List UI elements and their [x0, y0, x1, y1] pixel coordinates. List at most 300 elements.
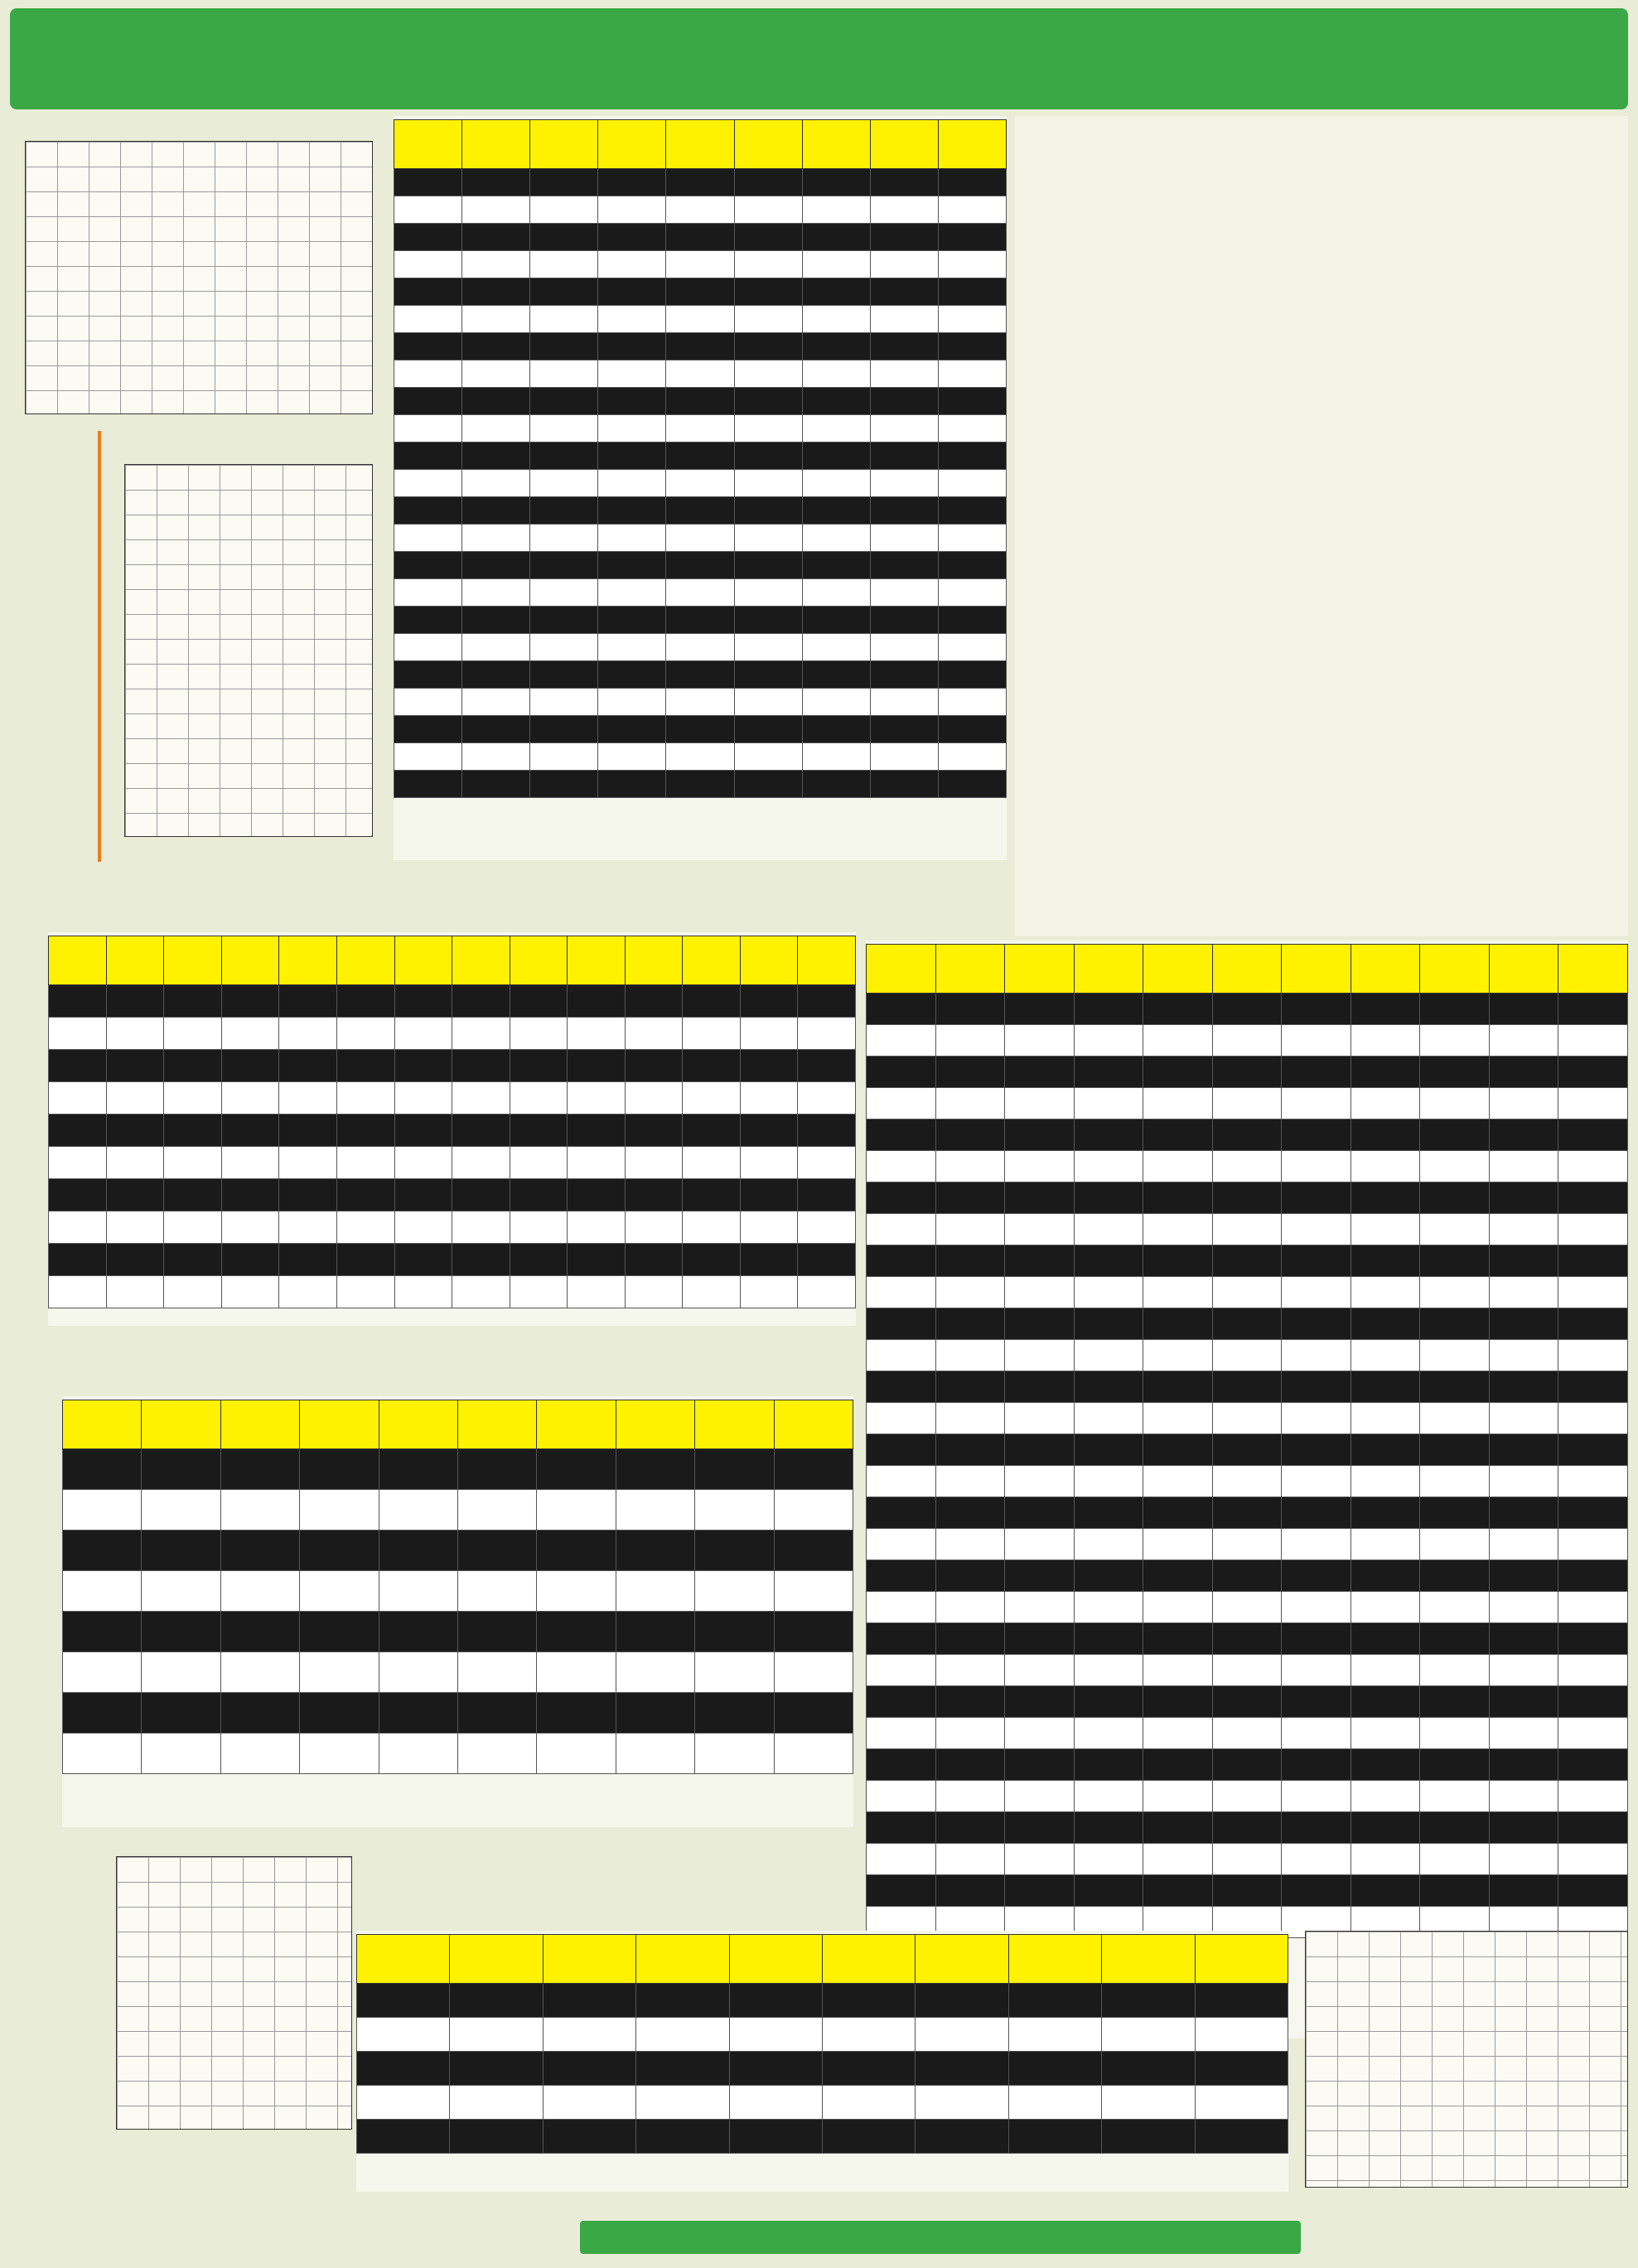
table4-cell	[142, 1571, 220, 1612]
table5-cell	[1212, 1686, 1282, 1718]
table3-cell	[1102, 1984, 1195, 2018]
table5-cell	[1143, 994, 1213, 1025]
table4-cell	[142, 1531, 220, 1571]
table5-cell	[1005, 1308, 1075, 1340]
table5-cell	[1489, 1718, 1558, 1749]
table5-row	[867, 1749, 1628, 1781]
table3-header-cell	[1102, 1935, 1195, 1984]
table3-cell	[1102, 2018, 1195, 2052]
table5-cell	[1282, 1277, 1351, 1308]
table1-row	[394, 497, 1007, 525]
table2-cell	[452, 1147, 510, 1179]
table5-row	[867, 1560, 1628, 1592]
table5-cell	[1489, 1277, 1558, 1308]
table2-cell	[106, 1115, 164, 1147]
table4-cell	[616, 1449, 694, 1490]
table2-cell	[221, 1050, 279, 1082]
table5-cell	[1282, 1497, 1351, 1529]
table2-cell	[798, 1244, 856, 1276]
table1-cell	[734, 333, 802, 360]
table1-cell	[802, 470, 870, 497]
table1-cell	[666, 552, 734, 579]
table2-cell	[49, 1276, 107, 1308]
table2-header-cell	[394, 936, 452, 985]
table3-row	[357, 2086, 1288, 2120]
table1-cell	[530, 716, 598, 743]
table5-cell	[1351, 1214, 1420, 1245]
table1-cell	[734, 224, 802, 251]
table1-cell	[598, 306, 666, 333]
table5-cell	[1074, 1718, 1143, 1749]
table4-header-cell	[300, 1400, 379, 1449]
table4-header-cell	[220, 1400, 299, 1449]
table1-cell	[734, 716, 802, 743]
table1-cell	[734, 634, 802, 661]
table5-cell	[1558, 1781, 1628, 1812]
table1-cell	[870, 224, 938, 251]
table5-cell	[1489, 1875, 1558, 1907]
table-2	[48, 932, 856, 1326]
table3-header-cell	[357, 1935, 450, 1984]
table1-cell	[938, 607, 1006, 634]
table1-cell	[870, 525, 938, 552]
table5-cell	[1351, 1025, 1420, 1057]
table1-cell	[530, 306, 598, 333]
table3-cell	[916, 2120, 1008, 2154]
table1-cell	[530, 415, 598, 442]
table5-cell	[1074, 1088, 1143, 1119]
table5-cell	[1489, 1686, 1558, 1718]
table3-cell	[450, 1984, 543, 2018]
table1-cell	[598, 196, 666, 224]
table1-cell	[598, 497, 666, 525]
table2-cell	[164, 1276, 222, 1308]
table2-cell	[625, 1211, 683, 1244]
table1-cell	[666, 169, 734, 196]
table1-cell	[394, 251, 462, 278]
table1-cell	[802, 497, 870, 525]
table5-cell	[1420, 1434, 1490, 1466]
table5-cell	[1282, 1529, 1351, 1560]
table1-row	[394, 306, 1007, 333]
table3-cell	[1008, 2086, 1101, 2120]
table3-cell	[636, 2052, 729, 2086]
table2-cell	[798, 1276, 856, 1308]
table1-header-cell	[938, 120, 1006, 169]
table1-cell	[462, 661, 530, 689]
table1-cell	[394, 771, 462, 798]
table5-cell	[1074, 1844, 1143, 1875]
table2-cell	[510, 1211, 568, 1244]
table2-cell	[221, 1018, 279, 1050]
table1-cell	[666, 442, 734, 470]
table5-header-cell	[1489, 945, 1558, 994]
table5-cell	[1143, 1875, 1213, 1907]
table5-cell	[1282, 1781, 1351, 1812]
table5-cell	[935, 1497, 1005, 1529]
table1-cell	[802, 716, 870, 743]
table5-cell	[935, 1844, 1005, 1875]
table4-cell	[616, 1693, 694, 1734]
table5-cell	[1282, 1875, 1351, 1907]
table2-cell	[740, 1018, 798, 1050]
table-3	[356, 1931, 1288, 2192]
table2-cell	[568, 1147, 626, 1179]
table5-cell	[1212, 1844, 1282, 1875]
table4-row	[63, 1449, 853, 1490]
table2-cell	[625, 1115, 683, 1147]
table1-cell	[938, 442, 1006, 470]
table5-row	[867, 1245, 1628, 1277]
table5-cell	[1558, 1844, 1628, 1875]
table2-cell	[740, 1244, 798, 1276]
table2-cell	[279, 1082, 337, 1115]
table5-cell	[1282, 1592, 1351, 1623]
table1-cell	[734, 771, 802, 798]
table2-cell	[164, 985, 222, 1018]
table4-cell	[220, 1734, 299, 1774]
table2-cell	[740, 1115, 798, 1147]
table5-row	[867, 1088, 1628, 1119]
table5-cell	[867, 1466, 936, 1497]
table4-cell	[774, 1490, 853, 1531]
table1-cell	[598, 525, 666, 552]
table5-cell	[1074, 1371, 1143, 1403]
table1-cell	[666, 388, 734, 415]
table4-cell	[379, 1693, 457, 1734]
table1-row	[394, 661, 1007, 689]
table2-header-cell	[625, 936, 683, 985]
table1-row	[394, 442, 1007, 470]
table3-cell	[729, 1984, 822, 2018]
table5-cell	[1143, 1214, 1213, 1245]
table3-row	[357, 2120, 1288, 2154]
table2-cell	[568, 985, 626, 1018]
table2-cell	[49, 1211, 107, 1244]
table3-cell	[916, 2086, 1008, 2120]
table4-row	[63, 1734, 853, 1774]
table1-cell	[530, 689, 598, 716]
table3-header-cell	[636, 1935, 729, 1984]
table2-cell	[106, 1244, 164, 1276]
table1-row	[394, 634, 1007, 661]
table5-cell	[1558, 1088, 1628, 1119]
table2-cell	[568, 1179, 626, 1211]
table5-cell	[1351, 1340, 1420, 1371]
table2-header-cell	[106, 936, 164, 985]
table2-header-cell	[164, 936, 222, 985]
notice-body	[1015, 116, 1628, 936]
ref-arrow-line	[98, 431, 101, 862]
table4-cell	[379, 1449, 457, 1490]
table5-cell	[1212, 1434, 1282, 1466]
table4-cell	[300, 1693, 379, 1734]
table5-row	[867, 1434, 1628, 1466]
table5-cell	[1558, 1025, 1628, 1057]
table1-cell	[802, 333, 870, 360]
table1-cell	[870, 169, 938, 196]
table2-cell	[568, 1211, 626, 1244]
table3-cell	[1008, 1984, 1101, 2018]
table5-cell	[1351, 1466, 1420, 1497]
table1-cell	[462, 607, 530, 634]
table2-cell	[683, 1082, 741, 1115]
table5-cell	[1351, 1182, 1420, 1214]
table1-cell	[802, 224, 870, 251]
table5-cell	[1212, 1623, 1282, 1655]
table5-cell	[1074, 1119, 1143, 1151]
table4-cell	[220, 1652, 299, 1693]
table5-cell	[1558, 1686, 1628, 1718]
table5-cell	[1351, 1497, 1420, 1529]
table1-cell	[870, 552, 938, 579]
table1-cell	[394, 196, 462, 224]
footer-credit	[580, 2221, 1301, 2254]
table5-cell	[1420, 1781, 1490, 1812]
table5-cell	[935, 1119, 1005, 1151]
table5-cell	[1143, 1466, 1213, 1497]
table2-cell	[221, 1115, 279, 1147]
table1-cell	[734, 415, 802, 442]
table4-cell	[63, 1531, 142, 1571]
table4-cell	[458, 1652, 537, 1693]
table2-cell	[798, 1115, 856, 1147]
table2-cell	[510, 1147, 568, 1179]
site-plan-map-3	[1305, 1931, 1628, 2188]
table1-cell	[870, 470, 938, 497]
table5-cell	[1558, 1655, 1628, 1686]
table5-cell	[867, 1088, 936, 1119]
table5-cell	[935, 1529, 1005, 1560]
table2-cell	[568, 1082, 626, 1115]
table2-cell	[49, 1179, 107, 1211]
table5-cell	[1558, 1466, 1628, 1497]
table4-cell	[695, 1449, 774, 1490]
table5-cell	[1005, 1529, 1075, 1560]
table3-cell	[823, 1984, 916, 2018]
table5-cell	[1420, 1497, 1490, 1529]
table1-cell	[394, 525, 462, 552]
table4-header-cell	[616, 1400, 694, 1449]
table1-row	[394, 333, 1007, 360]
table1-row	[394, 743, 1007, 771]
table1-row	[394, 360, 1007, 388]
table4-cell	[616, 1571, 694, 1612]
table4-cell	[300, 1652, 379, 1693]
table5-cell	[935, 1182, 1005, 1214]
table5-cell	[1420, 1655, 1490, 1686]
table2-cell	[336, 1082, 394, 1115]
table5-cell	[1420, 1718, 1490, 1749]
table5-cell	[935, 1560, 1005, 1592]
table3-cell	[543, 2120, 635, 2154]
table5-row	[867, 1844, 1628, 1875]
table3-cell	[357, 2018, 450, 2052]
table3-cell	[450, 2018, 543, 2052]
table5-cell	[1212, 1812, 1282, 1844]
table5-cell	[1351, 1560, 1420, 1592]
table2-cell	[740, 1082, 798, 1115]
table2-cell	[336, 1018, 394, 1050]
table5-cell	[1351, 1718, 1420, 1749]
table5-cell	[1282, 994, 1351, 1025]
table4-cell	[537, 1490, 616, 1531]
table4-cell	[616, 1734, 694, 1774]
table5-cell	[1489, 1371, 1558, 1403]
table5-cell	[1282, 1245, 1351, 1277]
table5-cell	[1074, 1875, 1143, 1907]
table1-cell	[802, 196, 870, 224]
table2-row	[49, 1179, 856, 1211]
table5-cell	[1143, 1182, 1213, 1214]
table1-cell	[598, 360, 666, 388]
table1-cell	[530, 470, 598, 497]
table3-cell	[823, 2086, 916, 2120]
table5-cell	[1420, 1214, 1490, 1245]
table5-cell	[1212, 1497, 1282, 1529]
table5-cell	[935, 1749, 1005, 1781]
table5-cell	[1420, 1466, 1490, 1497]
table5-cell	[935, 1466, 1005, 1497]
table3-cell	[1008, 2018, 1101, 2052]
table2-cell	[625, 1147, 683, 1179]
table4-cell	[695, 1652, 774, 1693]
table1-cell	[734, 470, 802, 497]
table3-cell	[543, 2018, 635, 2052]
table5-cell	[1489, 1529, 1558, 1560]
table2-cell	[625, 1244, 683, 1276]
table5-cell	[1143, 1308, 1213, 1340]
table5-cell	[1212, 1529, 1282, 1560]
table2-cell	[798, 1050, 856, 1082]
table1-cell	[802, 771, 870, 798]
table1-cell	[734, 525, 802, 552]
table3-header-cell	[543, 1935, 635, 1984]
table1-cell	[598, 607, 666, 634]
table2-cell	[221, 1244, 279, 1276]
table5-cell	[1282, 1655, 1351, 1686]
table5-cell	[1351, 1151, 1420, 1182]
table2-cell	[336, 1050, 394, 1082]
table1-cell	[598, 442, 666, 470]
table5-cell	[1074, 1812, 1143, 1844]
table1-cell	[870, 716, 938, 743]
table4-cell	[220, 1571, 299, 1612]
table2-cell	[452, 1050, 510, 1082]
table5-cell	[1282, 1214, 1351, 1245]
table5-cell	[1558, 1560, 1628, 1592]
table2-header-cell	[798, 936, 856, 985]
table1-cell	[734, 360, 802, 388]
table3-cell	[916, 2018, 1008, 2052]
table1-cell	[666, 196, 734, 224]
table1-cell	[462, 716, 530, 743]
table5-cell	[1351, 1434, 1420, 1466]
table3-cell	[450, 2052, 543, 2086]
table2-cell	[164, 1082, 222, 1115]
table5-cell	[1074, 1655, 1143, 1686]
table3-row	[357, 1984, 1288, 2018]
table2-row	[49, 985, 856, 1018]
table1-row	[394, 224, 1007, 251]
table5-cell	[1351, 1119, 1420, 1151]
table1-cell	[598, 634, 666, 661]
table2-cell	[106, 1179, 164, 1211]
table2-cell	[452, 1018, 510, 1050]
table5-cell	[1558, 1434, 1628, 1466]
table5-header-cell	[867, 945, 936, 994]
table2-cell	[336, 1244, 394, 1276]
table1-cell	[938, 388, 1006, 415]
table5-cell	[1074, 1434, 1143, 1466]
table1-cell	[666, 360, 734, 388]
table-4-grid	[62, 1400, 853, 1774]
table5-cell	[935, 1434, 1005, 1466]
table5-cell	[867, 1214, 936, 1245]
table1-cell	[598, 470, 666, 497]
table1-cell	[394, 470, 462, 497]
table4-cell	[63, 1490, 142, 1531]
table2-cell	[568, 1115, 626, 1147]
table4-cell	[63, 1652, 142, 1693]
table4-cell	[458, 1531, 537, 1571]
table5-cell	[1143, 1623, 1213, 1655]
table4-cell	[537, 1612, 616, 1652]
table5-cell	[1489, 1182, 1558, 1214]
table3-cell	[357, 2052, 450, 2086]
table4-cell	[63, 1449, 142, 1490]
table2-cell	[106, 1082, 164, 1115]
table5-cell	[1074, 1781, 1143, 1812]
table5-cell	[1005, 1277, 1075, 1308]
table4-cell	[774, 1652, 853, 1693]
table5-cell	[1282, 1466, 1351, 1497]
table2-cell	[279, 1276, 337, 1308]
table2-cell	[164, 1244, 222, 1276]
table4-cell	[300, 1490, 379, 1531]
table5-cell	[1005, 1655, 1075, 1686]
table4-cell	[142, 1612, 220, 1652]
table5-cell	[1074, 1214, 1143, 1245]
table5-cell	[1558, 1245, 1628, 1277]
table5-cell	[1282, 1340, 1351, 1371]
table5-cell	[1282, 1718, 1351, 1749]
table5-row	[867, 1214, 1628, 1245]
table5-cell	[1420, 1403, 1490, 1434]
table2-cell	[683, 1115, 741, 1147]
table5-cell	[867, 1340, 936, 1371]
table3-cell	[823, 2120, 916, 2154]
table1-row	[394, 415, 1007, 442]
table4-cell	[774, 1531, 853, 1571]
table2-cell	[625, 1276, 683, 1308]
table5-cell	[1074, 1182, 1143, 1214]
table5-cell	[1074, 1151, 1143, 1182]
table5-cell	[1282, 1025, 1351, 1057]
table2-header-cell	[683, 936, 741, 985]
table3-cell	[636, 1984, 729, 2018]
table1-cell	[938, 196, 1006, 224]
table2-cell	[221, 1082, 279, 1115]
table5-cell	[1420, 994, 1490, 1025]
table2-cell	[510, 1050, 568, 1082]
table5-row	[867, 1623, 1628, 1655]
table1-cell	[530, 634, 598, 661]
table1-cell	[598, 169, 666, 196]
table5-cell	[1143, 1812, 1213, 1844]
table2-cell	[510, 1115, 568, 1147]
table2-cell	[106, 985, 164, 1018]
